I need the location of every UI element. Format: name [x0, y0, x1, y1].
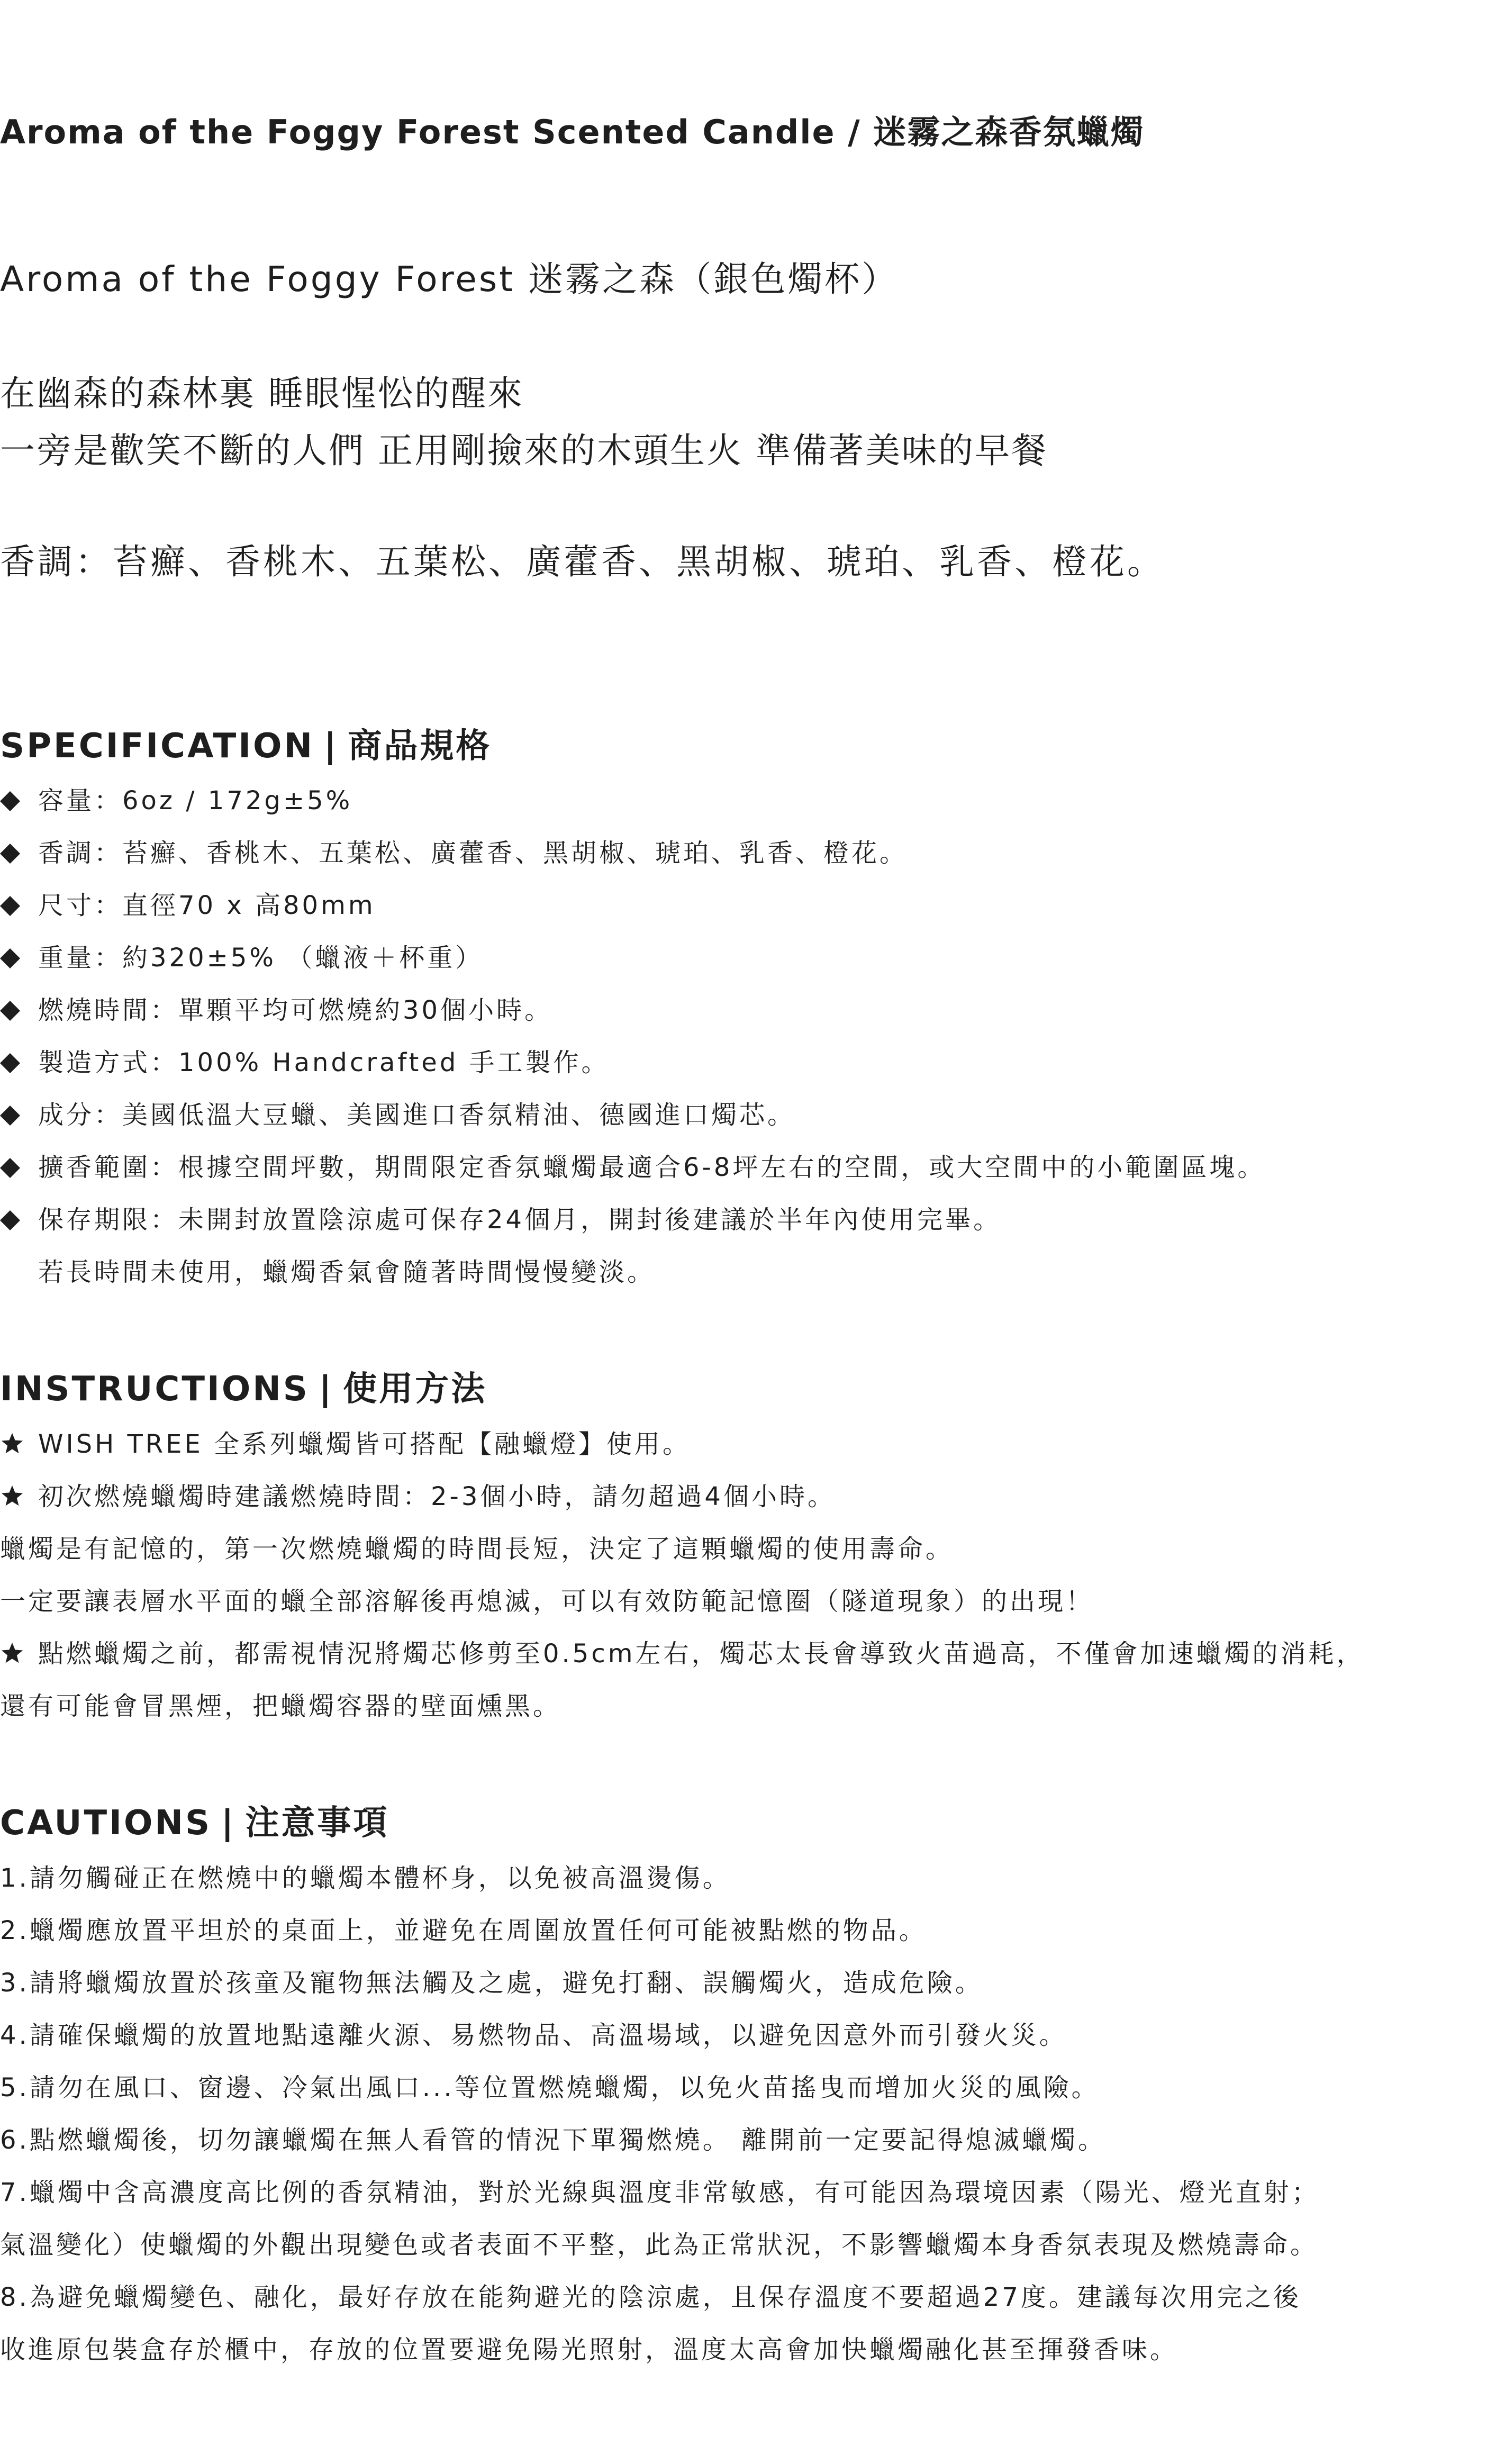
caution-line: 8.為避免蠟燭變色、融化，最好存放在能夠避光的陰涼處，且保存溫度不要超過27度。建議每次用完之後 — [0, 2282, 1301, 2312]
cautions-heading-en: CAUTIONS — [0, 1804, 212, 1843]
diamond-bullet-icon — [0, 1158, 20, 1178]
spec-item-text: 香調：苔癬、香桃木、五葉松、廣藿香、黑胡椒、琥珀、乳香、橙花。 — [38, 838, 908, 868]
instruction-text: 點燃蠟燭之前，都需視情況將燭芯修剪至0.5cm左右，燭芯太長會導致火苗過高，不僅會加速蠟燭的消耗， — [38, 1639, 1365, 1669]
diamond-bullet-icon — [0, 1001, 20, 1021]
diamond-bullet-icon — [0, 844, 20, 864]
instruction-text: 初次燃燒蠟燭時建議燃燒時間：2-3個小時，請勿超過4個小時。 — [38, 1482, 836, 1511]
spec-item-text: 保存期限：未開封放置陰涼處可保存24個月，開封後建議於半年內使用完畢。 — [38, 1205, 1002, 1235]
spec-item — [0, 775, 1265, 827]
instructions-heading — [0, 1363, 487, 1416]
scent-notes: 香調：苔癬、香桃木、五葉松、廣藿香、黑胡椒、琥珀、乳香、橙花。 — [0, 541, 1165, 582]
caution-line: 氣溫變化）使蠟燭的外觀出現變色或者表面不平整，此為正常狀況，不影響蠟燭本身香氛表現及燃燒壽命。 — [0, 2230, 1319, 2260]
caution-line: 1.請勿觸碰正在燃燒中的蠟燭本體杯身，以免被高溫燙傷。 — [0, 1863, 731, 1893]
heading-separator: | — [221, 1804, 236, 1843]
spec-item-text: 成分：美國低溫大豆蠟、美國進口香氛精油、德國進口燭芯。 — [38, 1100, 796, 1130]
spec-item — [0, 880, 1265, 932]
poem-line: 在幽森的森林裏 睡眼惺忪的醒來 — [0, 373, 524, 414]
instruction-text: WISH TREE 全系列蠟燭皆可搭配【融蠟燈】使用。 — [38, 1429, 691, 1459]
instruction-item — [0, 1471, 1365, 1523]
spec-item — [0, 1142, 1265, 1194]
cautions-heading-zh: 注意事項 — [245, 1804, 389, 1843]
spec-item — [0, 1194, 1265, 1246]
caution-line: 收進原包裝盒存於櫃中，存放的位置要避免陽光照射，溫度太高會加快蠟燭融化甚至揮發香味。 — [0, 2335, 1178, 2365]
cautions-list — [0, 1852, 1320, 2376]
instructions-heading-en: INSTRUCTIONS — [0, 1370, 310, 1409]
diamond-bullet-icon — [0, 896, 20, 916]
diamond-bullet-icon — [0, 791, 20, 811]
instructions-heading-zh: 使用方法 — [343, 1370, 487, 1409]
caution-line: 5.請勿在風口、窗邊、冷氣出風口...等位置燃燒蠟燭，以免火苗搖曳而增加火災的風險。 — [0, 2073, 1100, 2103]
star-bullet-icon — [0, 1484, 24, 1508]
spec-item-text: 重量：約320±5% （蠟液＋杯重） — [38, 943, 484, 973]
product-poem — [0, 365, 1048, 479]
specification-heading-zh: 商品規格 — [348, 727, 492, 766]
diamond-bullet-icon — [0, 948, 20, 968]
spec-item-text: 製造方式：100% Handcrafted 手工製作。 — [38, 1048, 610, 1077]
product-subtitle: Aroma of the Foggy Forest 迷霧之森（銀色燭杯） — [0, 259, 899, 300]
star-bullet-icon — [0, 1641, 24, 1665]
instructions-list — [0, 1418, 1365, 1733]
specification-heading-en: SPECIFICATION — [0, 727, 314, 766]
specification-list — [0, 775, 1265, 1299]
product-title: Aroma of the Foggy Forest Scented Candle / 迷霧之森香氛蠟燭 — [0, 113, 1145, 151]
heading-separator: | — [324, 727, 339, 766]
star-bullet-icon — [0, 1432, 24, 1456]
spec-item — [0, 1089, 1265, 1142]
spec-item — [0, 827, 1265, 880]
cautions-heading — [0, 1797, 389, 1850]
spec-item — [0, 1037, 1265, 1089]
poem-line: 一旁是歡笑不斷的人們 正用剛撿來的木頭生火 準備著美味的早餐 — [0, 430, 1048, 471]
diamond-bullet-icon — [0, 1106, 20, 1126]
caution-line: 3.請將蠟燭放置於孩童及寵物無法觸及之處，避免打翻、誤觸燭火，造成危險。 — [0, 1968, 983, 1998]
spec-item-text: 燃燒時間：單顆平均可燃燒約30個小時。 — [38, 995, 553, 1025]
diamond-bullet-icon — [0, 1053, 20, 1073]
spec-item-text: 尺寸：直徑70 x 高80mm — [38, 891, 376, 920]
caution-line: 6.點燃蠟燭後，切勿讓蠟燭在無人看管的情況下單獨燃燒。 離開前一定要記得熄滅蠟燭。 — [0, 2125, 1107, 2155]
instruction-item — [0, 1418, 1365, 1471]
caution-line: 2.蠟燭應放置平坦於的桌面上，並避免在周圍放置任何可能被點燃的物品。 — [0, 1916, 927, 1945]
instruction-text: 蠟燭是有記憶的，第一次燃燒蠟燭的時間長短，決定了這顆蠟燭的使用壽命。 — [0, 1534, 954, 1564]
caution-line: 4.請確保蠟燭的放置地點遠離火源、易燃物品、高溫場域，以避免因意外而引發火災。 — [0, 2021, 1067, 2050]
diamond-bullet-icon — [0, 1210, 20, 1230]
spec-item-text: 擴香範圍：根據空間坪數，期間限定香氛蠟燭最適合6-8坪左右的空間，或大空間中的小範圍區塊。 — [38, 1153, 1266, 1182]
spec-item-text: 容量：6oz / 172g±5% — [38, 786, 353, 816]
heading-separator: | — [319, 1370, 334, 1409]
spec-item-continuation: 若長時間未使用，蠟燭香氣會隨著時間慢慢變淡。 — [38, 1257, 656, 1287]
spec-item — [0, 932, 1265, 984]
instruction-text: 還有可能會冒黑煙，把蠟燭容器的壁面燻黑。 — [0, 1691, 561, 1721]
instruction-text: 一定要讓表層水平面的蠟全部溶解後再熄滅，可以有效防範記憶圈（隧道現象）的出現！ — [0, 1587, 1094, 1616]
specification-heading — [0, 720, 492, 773]
caution-line: 7.蠟燭中含高濃度高比例的香氛精油，對於光線與溫度非常敏感，有可能因為環境因素（陽光、燈光直射； — [0, 2178, 1320, 2207]
instruction-item — [0, 1628, 1365, 1680]
spec-item — [0, 984, 1265, 1037]
